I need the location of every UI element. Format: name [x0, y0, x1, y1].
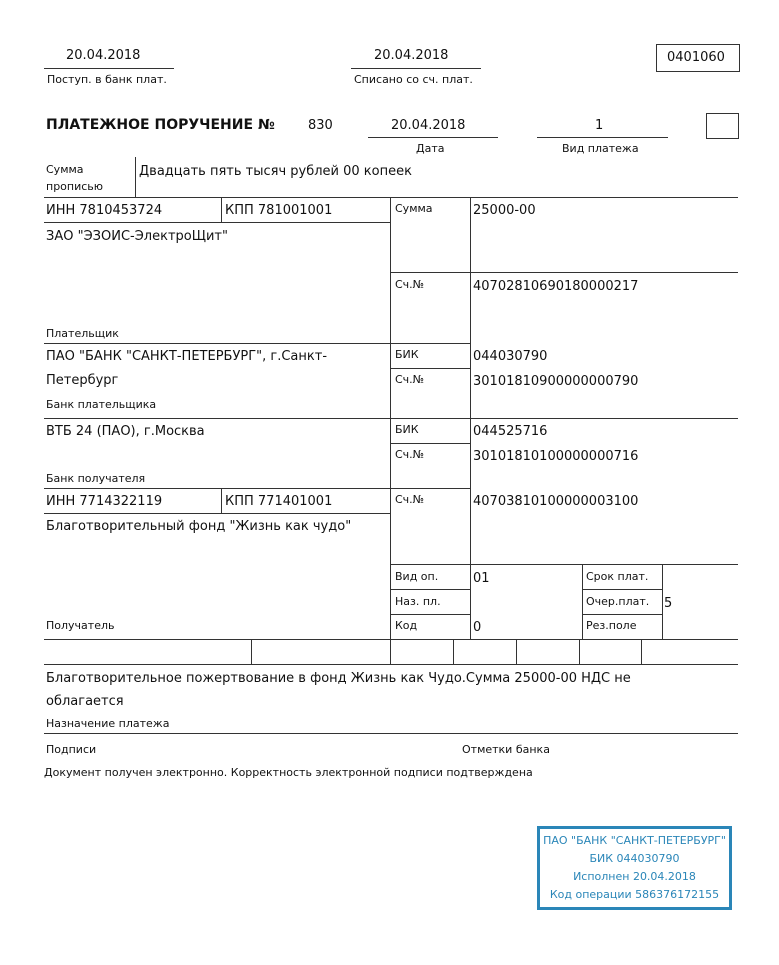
recipient-bik-label: БИК — [395, 423, 419, 436]
payer-bank-label: Банк плательщика — [46, 398, 157, 411]
recipient-kpp: КПП 771401001 — [225, 494, 333, 509]
electronic-note: Документ получен электронно. Корректность электронной подписи подтверждена — [44, 766, 533, 779]
divider — [579, 639, 580, 664]
stamp-operation-code: Код операции 586376172155 — [549, 888, 720, 901]
divider — [44, 343, 470, 344]
code-value: 0 — [473, 620, 482, 635]
divider — [390, 443, 470, 444]
reserve-label: Рез.поле — [586, 619, 637, 632]
divider — [44, 513, 390, 514]
priority-value: 5 — [664, 596, 673, 611]
payer-bank-account: 30101810900000000790 — [473, 374, 639, 389]
received-label: Поступ. в банк плат. — [47, 73, 167, 86]
divider — [351, 68, 481, 69]
divider — [582, 589, 662, 590]
recipient-name: Благотворительный фонд "Жизнь как чудо" — [46, 519, 352, 534]
op-type-label: Вид оп. — [395, 570, 439, 583]
amount-words: Двадцать пять тысяч рублей 00 копеек — [139, 164, 412, 179]
divider — [516, 639, 517, 664]
purpose-text: Благотворительное пожертвование в фонд Жизнь как Чудо.Сумма 25000-00 НДС не — [46, 671, 631, 686]
divider — [44, 488, 470, 489]
recipient-inn: ИНН 7714322119 — [46, 494, 163, 509]
divider — [221, 488, 222, 513]
stamp-bank-name: ПАО "БАНК "САНКТ-ПЕТЕРБУРГ" — [543, 834, 726, 847]
divider — [44, 664, 738, 665]
stamp-bik: БИК 044030790 — [589, 852, 680, 865]
code-label: Код — [395, 619, 418, 632]
recipient-account: 40703810100000003100 — [473, 494, 639, 509]
op-type: 01 — [473, 571, 490, 586]
payer-inn: ИНН 7810453724 — [46, 203, 163, 218]
page-title: ПЛАТЕЖНОЕ ПОРУЧЕНИЕ № — [46, 117, 275, 133]
divider — [390, 614, 470, 615]
divider — [390, 272, 738, 273]
recipient-bank-label: Банк получателя — [46, 472, 146, 485]
bank-stamp — [537, 826, 732, 910]
recipient-bank-name: ВТБ 24 (ПАО), г.Москва — [46, 424, 205, 439]
payment-type: 1 — [595, 118, 604, 133]
divider — [641, 639, 642, 664]
empty-box — [706, 113, 739, 139]
divider — [44, 418, 738, 419]
divider — [537, 137, 668, 138]
divider — [44, 222, 390, 223]
signatures-label: Подписи — [46, 743, 97, 756]
order-number: 830 — [308, 118, 333, 133]
amount-label: Сумма — [395, 202, 433, 215]
purpose-label: Назначение платежа — [46, 717, 170, 730]
debited-date: 20.04.2018 — [374, 48, 449, 63]
divider — [582, 614, 662, 615]
amount-value: 25000-00 — [473, 203, 536, 218]
divider — [582, 564, 583, 639]
amount-words-label-2: прописью — [46, 180, 104, 193]
recipient-bank-account: 30101810100000000716 — [473, 449, 639, 464]
divider — [44, 639, 738, 640]
payer-kpp: КПП 781001001 — [225, 203, 333, 218]
divider — [662, 564, 663, 639]
recipient-bank-account-label: Сч.№ — [395, 448, 425, 461]
recipient-bik: 044525716 — [473, 424, 548, 439]
form-code-box — [656, 44, 740, 72]
payer-bank-account-label: Сч.№ — [395, 373, 425, 386]
purpose-text-2: облагается — [46, 694, 124, 709]
amount-words-label: Сумма — [46, 163, 84, 176]
divider — [390, 639, 391, 664]
payer-label: Плательщик — [46, 327, 119, 340]
divider — [368, 137, 498, 138]
due-label: Срок плат. — [586, 570, 649, 583]
payment-type-label: Вид платежа — [562, 142, 639, 155]
received-date: 20.04.2018 — [66, 48, 141, 63]
payer-name: ЗАО "ЭЗОИС-ЭлектроЩит" — [46, 229, 228, 244]
divider — [390, 564, 738, 565]
divider — [44, 197, 738, 198]
payer-bank-name-2: Петербург — [46, 373, 119, 388]
priority-label: Очер.плат. — [586, 595, 650, 608]
recipient-label: Получатель — [46, 619, 115, 632]
purpose-code-label: Наз. пл. — [395, 595, 441, 608]
payer-account-label: Сч.№ — [395, 278, 425, 291]
order-date-label: Дата — [416, 142, 445, 155]
stamp-executed: Исполнен 20.04.2018 — [573, 870, 696, 883]
divider — [221, 197, 222, 222]
order-date: 20.04.2018 — [391, 118, 466, 133]
recipient-account-label: Сч.№ — [395, 493, 425, 506]
divider — [390, 589, 470, 590]
divider — [44, 68, 174, 69]
payer-bik: 044030790 — [473, 349, 548, 364]
payer-account: 40702810690180000217 — [473, 279, 639, 294]
divider — [390, 368, 470, 369]
form-code: 0401060 — [667, 50, 725, 65]
divider — [135, 157, 136, 197]
divider — [453, 639, 454, 664]
bank-marks-label: Отметки банка — [462, 743, 550, 756]
payer-bank-name: ПАО "БАНК "САНКТ-ПЕТЕРБУРГ", г.Санкт- — [46, 349, 328, 364]
debited-label: Списано со сч. плат. — [354, 73, 473, 86]
divider — [44, 733, 738, 734]
payer-bik-label: БИК — [395, 348, 419, 361]
divider — [251, 639, 252, 664]
